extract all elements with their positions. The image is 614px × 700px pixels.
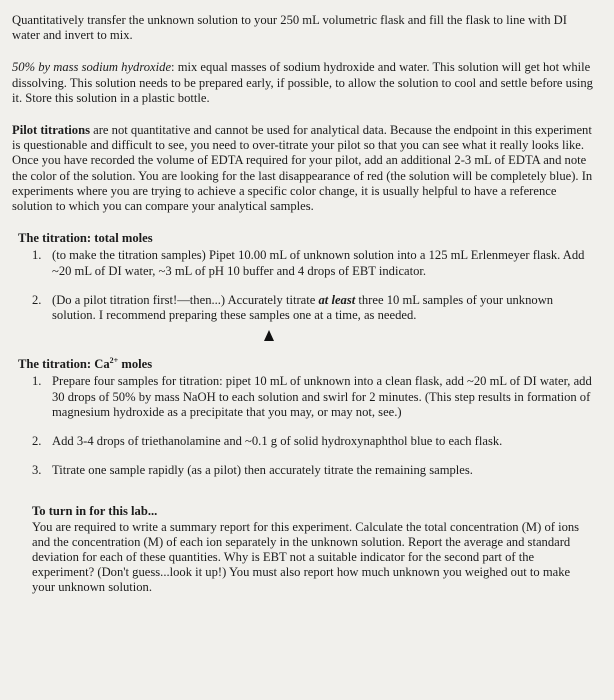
list-number: 3.: [32, 463, 42, 478]
list-text-emphasis: at least: [318, 292, 356, 307]
ca-moles-title: [18, 357, 596, 372]
ca-title-suffix: moles: [118, 357, 153, 372]
naoh-lead: 50% by mass sodium hydroxide: [12, 60, 172, 75]
list-number: 2.: [32, 434, 42, 449]
list-item: [32, 248, 596, 278]
pilot-lead: Pilot titrations: [12, 123, 90, 138]
list-item: [32, 374, 596, 420]
ca-title-text: The titration: Ca: [18, 357, 110, 372]
list-item: [32, 463, 596, 478]
list-text-post: three 10 mL samples of your unknown solution. I recommend preparing these samples one at a time, as needed.: [52, 292, 554, 323]
turn-in-title: To turn in for this lab...: [32, 504, 158, 519]
pilot-text: are not quantitative and cannot be used for analytical data. Because the endpoint in this experiment is questionable and difficult to see, you need to over-titrate your pilot so that you can see what it really looks like. Once you have recorded the volume of EDTA required for your pilot, add an additional 2-3 mL of EDTA and note the color of the solution. You are looking for the last disappearance of red (the solution will be completely blue). In experiments where you are trying to achieve a specific color change, it is usually helpful to have a reference solution to which you can compare your analytical samples.: [12, 123, 593, 214]
list-text: Add 3-4 drops of triethanolamine and ~0.1 g of solid hydroxynaphthol blue to each flask.: [52, 434, 503, 449]
list-text-pre: (Do a pilot titration first!—then...) Accurately titrate: [52, 292, 319, 307]
list-text: Titrate one sample rapidly (as a pilot) then accurately titrate the remaining samples.: [52, 463, 473, 478]
list-text: [52, 293, 596, 323]
total-moles-list: [12, 248, 596, 323]
list-number: 2.: [32, 292, 42, 307]
list-text: Prepare four samples for titration: pipet 10 mL of unknown into a clean flask, add ~20 mL of DI water, add 30 drops of 50% by mass NaOH to each solution and swirl for 2 minutes. (This step results in formation of magnesium hydroxide as a precipitate that you may, or may not, see.): [52, 374, 592, 419]
list-number: 1.: [32, 374, 42, 389]
total-moles-title: The titration: total moles: [18, 231, 153, 246]
list-item: [32, 434, 596, 449]
mouse-pointer-icon: [264, 330, 274, 341]
turn-in-paragraph: You are required to write a summary report for this experiment. Calculate the total concentration (M) of ions and the concentration (M) of each ion separately in the unknown solution. Report the average and standard deviation for each of these quantities. Why is EBT not a suitable indicator for the second part of the experiment? (Don't guess...look it up!) You must also report how much unknown you weighed out to make your unknown solution.: [32, 519, 580, 595]
intro-paragraph: Quantitatively transfer the unknown solution to your 250 mL volumetric flask and fill the flask to line with DI water and invert to mix.: [12, 13, 567, 43]
list-item: [32, 293, 596, 323]
ca-moles-list: [12, 374, 596, 478]
list-text: (to make the titration samples) Pipet 10.00 mL of unknown solution into a 125 mL Erlenmeyer flask. Add ~20 mL of DI water, ~3 mL of pH 10 buffer and 4 drops of EBT indicator.: [52, 248, 585, 278]
pilot-paragraph: [12, 123, 596, 214]
list-number: 1.: [32, 248, 42, 263]
ca-title-superscript: 2+: [109, 356, 119, 366]
naoh-text: : mix equal masses of sodium hydroxide and water. This solution will get hot while dissolving. This solution needs to be prepared early, if possible, to allow the solution to cool and settle before using it. Store this solution in a plastic bottle.: [12, 60, 593, 105]
naoh-paragraph: [12, 60, 596, 106]
